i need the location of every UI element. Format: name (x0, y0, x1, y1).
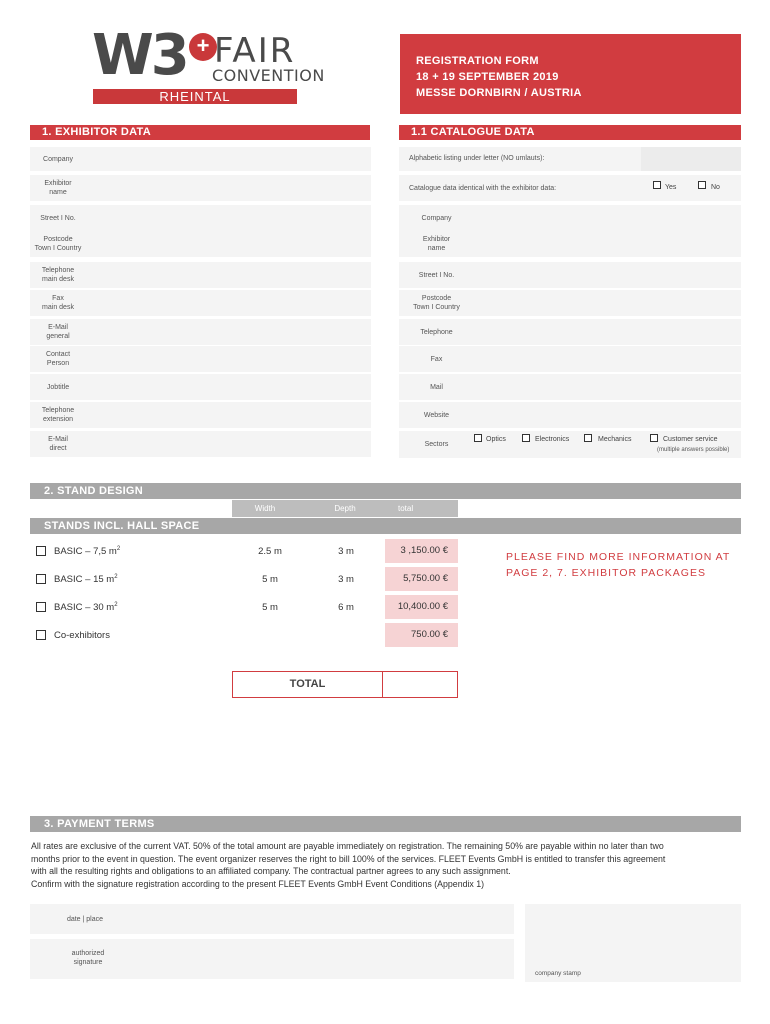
payment-text-2: months prior to the event in question. The event organizer reserves the right to bill 100% of the services. FLEET Events GmbH is entitled to transfer this agreement (31, 853, 666, 864)
exhibitor-field-label-line: Street I No. (40, 214, 76, 222)
exhibitor-field-row[interactable] (30, 290, 371, 316)
logo-fair: FAIR (214, 31, 296, 71)
alphabetic-row (399, 147, 741, 171)
depth-header: Depth (334, 504, 356, 513)
no-checkbox[interactable] (698, 181, 706, 189)
exhibitor-field-row[interactable] (30, 231, 371, 257)
sectors-note: (multiple answers possible) (657, 447, 730, 453)
catalogue-field-label (399, 383, 474, 392)
exhibitor-field-label-line: Postcode (43, 236, 73, 243)
stand-section-title: 2. STAND DESIGN (30, 483, 741, 499)
header-venue: MESSE DORNBIRN / AUSTRIA (416, 87, 582, 99)
catalogue-field-label (399, 411, 474, 420)
alphabetic-label: Alphabetic listing under letter (NO umlauts): (409, 155, 545, 162)
stand-label-sup: 2 (116, 546, 121, 552)
exhibitor-field-label-line: E-Mail (48, 324, 68, 331)
sector-electronics-label: Electronics (535, 436, 570, 443)
exhibitor-section-title: 1. EXHIBITOR DATA (30, 125, 370, 140)
exhibitor-field-row[interactable] (30, 431, 371, 457)
exhibitor-field-row[interactable] (30, 402, 371, 428)
payment-section-title: 3. PAYMENT TERMS (30, 816, 741, 832)
stand-info-line2: PAGE 2, 7. EXHIBITOR PACKAGES (506, 567, 706, 579)
signature-field[interactable] (30, 939, 514, 979)
company-stamp-field[interactable] (525, 904, 741, 982)
catalogue-field-label (399, 214, 474, 223)
catalogue-field-label (399, 271, 474, 280)
yes-checkbox[interactable] (653, 181, 661, 189)
stand-info-line1: PLEASE FIND MORE INFORMATION AT (506, 551, 731, 563)
exhibitor-field-label (30, 214, 86, 223)
catalogue-field-row[interactable] (399, 374, 741, 400)
date-place-label: date | place (66, 916, 104, 923)
stand-checkbox[interactable] (36, 574, 46, 584)
exhibitor-field-label (30, 383, 86, 392)
catalogue-field-label-line: Street I No. (418, 271, 455, 279)
catalogue-field-label-line: Mail (430, 383, 443, 391)
exhibitor-field-label-line: Fax (52, 295, 64, 302)
catalogue-field-label (399, 355, 474, 364)
stand-width: 5 m (262, 574, 278, 585)
stand-depth: 6 m (338, 602, 354, 613)
exhibitor-field-label-line: Contact (45, 351, 71, 358)
exhibitor-field-label (30, 350, 86, 368)
exhibitor-field-label-line: Jobtitle (46, 383, 70, 391)
stand-checkbox[interactable] (36, 602, 46, 612)
width-header: Width (254, 504, 276, 513)
date-place-field[interactable] (30, 904, 514, 934)
sector-mechanics-checkbox[interactable] (584, 434, 592, 442)
no-label: No (711, 184, 720, 191)
catalogue-field-row[interactable] (399, 231, 741, 257)
signature-label (30, 949, 146, 967)
exhibitor-field-label-line: main desk (42, 276, 74, 283)
stand-total: 3 ,150.00 € (385, 539, 458, 563)
exhibitor-field-label (30, 266, 86, 284)
exhibitor-field-label (30, 294, 86, 312)
catalogue-field-label-line: Town I Country (413, 304, 460, 311)
stand-width: 5 m (262, 602, 278, 613)
identical-label: Catalogue data identical with the exhibitor data: (409, 185, 557, 192)
stand-subtitle: STANDS INCL. HALL SPACE (30, 518, 741, 534)
catalogue-field-label (399, 328, 474, 337)
total-box (232, 671, 458, 698)
stand-label-sup: 2 (114, 574, 118, 580)
form-header (400, 34, 741, 114)
stand-label-text: BASIC – 7,5 m (54, 546, 117, 558)
total-label: TOTAL (233, 672, 383, 697)
header-title: REGISTRATION FORM (416, 55, 539, 67)
header-dates: 18 + 19 SEPTEMBER 2019 (416, 71, 559, 83)
exhibitor-field-row[interactable] (30, 346, 371, 372)
exhibitor-field-label-line: Company (43, 155, 73, 163)
exhibitor-field-label (30, 235, 86, 253)
stand-info (506, 549, 730, 581)
sector-optics-label: Optics (486, 436, 506, 443)
sector-customer-service-checkbox[interactable] (650, 434, 658, 442)
catalogue-field-label (399, 235, 474, 253)
exhibitor-field-label-line: general (46, 333, 70, 340)
catalogue-field-label-line: name (427, 245, 446, 252)
payment-text-4: Confirm with the signature registration according to the present FLEET Events GmbH Event Conditions (Appendix 1) (31, 878, 485, 889)
exhibitor-field-row[interactable] (30, 374, 371, 400)
sector-customer-service-label: Customer service (663, 436, 718, 443)
exhibitor-field-label-line: Town I Country (34, 245, 82, 252)
stand-column-header (232, 500, 458, 517)
stand-label (54, 602, 118, 613)
exhibitor-field-label-line: extension (43, 416, 73, 423)
stand-label-text: Co-exhibitors (54, 630, 110, 641)
stand-total: 5,750.00 € (385, 567, 458, 591)
catalogue-field-label-line: Exhibitor (422, 236, 451, 243)
sectors-row (399, 431, 741, 458)
exhibitor-field-label-line: Telephone (41, 407, 75, 414)
payment-text (31, 840, 743, 890)
catalogue-field-label-line: Company (421, 214, 452, 222)
catalogue-field-label-line: Fax (430, 355, 443, 363)
catalogue-field-row[interactable] (399, 290, 741, 316)
exhibitor-field-label (30, 179, 86, 197)
stand-depth: 3 m (338, 546, 354, 557)
exhibitor-field-label-line: main desk (42, 304, 74, 311)
stand-depth: 3 m (338, 574, 354, 585)
sector-electronics-checkbox[interactable] (522, 434, 530, 442)
stand-label-sup: 2 (114, 602, 118, 608)
catalogue-field-label-line: Postcode (421, 295, 452, 302)
stamp-label: company stamp (535, 970, 581, 977)
catalogue-field-label-line: Telephone (420, 328, 453, 336)
total-field[interactable] (384, 672, 457, 697)
catalogue-field-row[interactable] (399, 205, 741, 231)
exhibitor-field-label-line: Telephone (41, 267, 75, 274)
logo-convention: CONVENTION (212, 66, 325, 85)
exhibitor-field-label-line: Exhibitor (44, 180, 72, 187)
exhibitor-field-row[interactable] (30, 147, 371, 171)
sector-mechanics-label: Mechanics (598, 436, 632, 443)
stand-label (54, 574, 118, 585)
catalogue-field-label-line: Website (423, 411, 450, 419)
catalogue-field-row[interactable] (399, 262, 741, 288)
catalogue-field-label (399, 294, 474, 312)
logo-region: RHEINTAL (93, 89, 297, 104)
exhibitor-field-row[interactable] (30, 175, 371, 201)
stand-total: 10,400.00 € (385, 595, 458, 619)
stand-checkbox[interactable] (36, 630, 46, 640)
exhibitor-field-label (30, 155, 86, 164)
stand-label-text: BASIC – 30 m (54, 602, 115, 614)
exhibitor-field-label-line: E-Mail (48, 436, 68, 443)
authorized-text: authorized (71, 950, 105, 957)
exhibitor-field-label (30, 323, 86, 341)
exhibitor-field-row[interactable] (30, 262, 371, 288)
catalogue-field-row[interactable] (399, 319, 741, 345)
catalogue-field-row[interactable] (399, 346, 741, 372)
stand-total: 750.00 € (385, 623, 458, 647)
sectors-label: Sectors (424, 441, 449, 448)
exhibitor-field-label-line: name (49, 189, 67, 196)
sector-optics-checkbox[interactable] (474, 434, 482, 442)
stand-label-text: BASIC – 15 m (54, 574, 115, 586)
total-header: total (398, 504, 414, 513)
catalogue-field-row[interactable] (399, 402, 741, 428)
payment-text-3: with all the resulting rights and obligations to an affiliated company. The contractual partner agrees to any such assignment. (31, 866, 511, 876)
identical-row (399, 175, 741, 201)
signature-text: signature (73, 959, 103, 966)
logo-plus-icon: + (189, 33, 217, 61)
exhibitor-field-label-line: Person (46, 360, 70, 367)
stand-checkbox[interactable] (36, 546, 46, 556)
exhibitor-field-row[interactable] (30, 319, 371, 345)
stand-label (54, 630, 110, 641)
stand-label (54, 546, 120, 557)
exhibitor-field-label (30, 435, 86, 453)
exhibitor-field-label-line: direct (49, 445, 67, 452)
alphabetic-letter-field[interactable] (641, 147, 741, 171)
stand-width: 2.5 m (258, 546, 282, 557)
exhibitor-field-label (30, 406, 86, 424)
logo-w3: W3 (92, 23, 187, 88)
yes-label: Yes (665, 184, 677, 191)
payment-text-1: All rates are exclusive of the current VAT. 50% of the total amount are payable immediately on registration. The remaining 50% are payable within no later than two (31, 841, 664, 851)
exhibitor-field-row[interactable] (30, 205, 371, 231)
catalogue-section-title: 1.1 CATALOGUE DATA (399, 125, 741, 140)
